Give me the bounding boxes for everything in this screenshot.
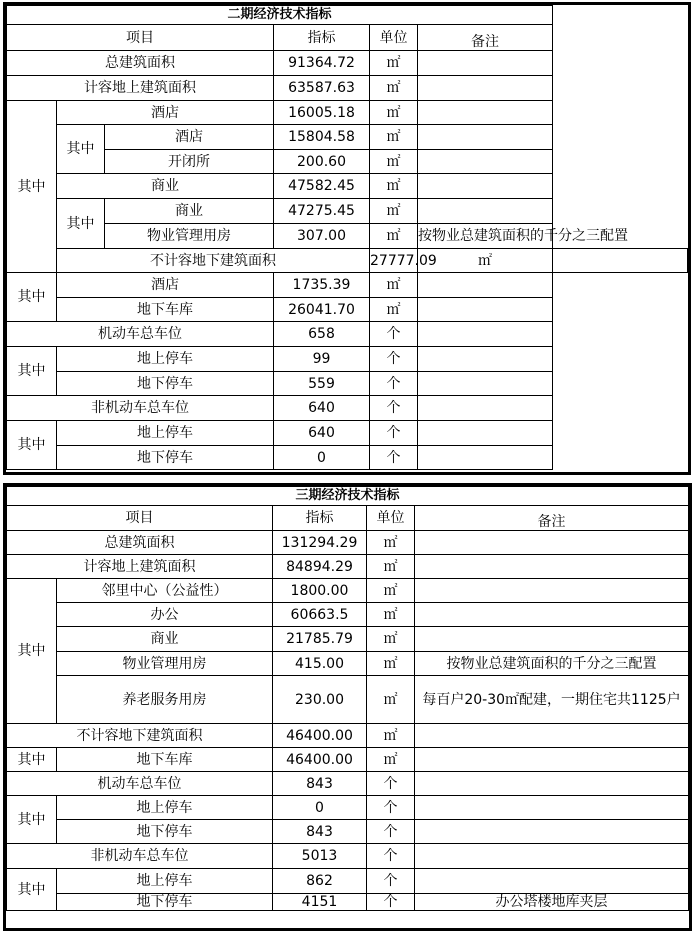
row-note [415, 603, 689, 627]
table-row [7, 150, 688, 174]
table-row [7, 51, 688, 76]
table-title-row [7, 487, 689, 506]
row-unit: ㎡ [367, 579, 415, 603]
table-row [7, 772, 689, 796]
row-label: 开闭所 [105, 150, 274, 174]
row-unit: ㎡ [418, 249, 553, 273]
row-label: 非机动车总车位 [7, 844, 273, 869]
phase2-table-frame [3, 2, 691, 475]
row-note [418, 372, 553, 396]
table-row [7, 676, 689, 724]
row-label: 地下车库 [57, 298, 274, 322]
row-value: 46400.00 [273, 748, 367, 772]
row-note [415, 772, 689, 796]
row-note [418, 199, 553, 224]
row-unit: ㎡ [370, 150, 418, 174]
row-note [418, 174, 553, 199]
table-row [7, 603, 689, 627]
row-note [415, 555, 689, 579]
row-note [415, 796, 689, 820]
row-note [418, 347, 553, 372]
header-note: 备注 [415, 506, 689, 531]
table-row [7, 396, 688, 421]
row-unit: 个 [370, 372, 418, 396]
row-unit: 个 [370, 421, 418, 446]
table-row [7, 555, 689, 579]
header-unit: 单位 [370, 25, 418, 51]
row-unit: ㎡ [370, 199, 418, 224]
row-label: 邻里中心（公益性） [57, 579, 273, 603]
row-value: 46400.00 [273, 724, 367, 748]
row-label: 机动车总车位 [7, 322, 274, 347]
row-unit: ㎡ [370, 76, 418, 101]
row-unit: 个 [370, 446, 418, 470]
row-note [553, 249, 688, 273]
row-note: 办公塔楼地库夹层 [415, 894, 689, 911]
row-note [418, 51, 553, 76]
row-label: 养老服务用房 [57, 676, 273, 724]
table-row [7, 748, 689, 772]
row-unit: ㎡ [367, 555, 415, 579]
row-unit: ㎡ [370, 125, 418, 150]
table-row [7, 894, 689, 911]
row-note [415, 820, 689, 844]
row-label: 地上停车 [57, 421, 274, 446]
row-unit: 个 [370, 396, 418, 421]
header-unit: 单位 [367, 506, 415, 531]
row-value: 415.00 [273, 652, 367, 676]
row-label: 办公 [57, 603, 273, 627]
row-note [415, 531, 689, 555]
row-unit: ㎡ [367, 652, 415, 676]
row-value: 16005.18 [274, 101, 370, 125]
table-row [7, 652, 689, 676]
row-label: 计容地上建筑面积 [7, 76, 274, 101]
of-which-label: 其中 [7, 101, 57, 273]
header-item: 项目 [7, 506, 273, 531]
row-label: 总建筑面积 [7, 531, 273, 555]
row-note [418, 101, 553, 125]
of-which-label: 其中 [7, 347, 57, 396]
row-value: 63587.63 [274, 76, 370, 101]
table-row [7, 101, 688, 125]
row-label: 地下车库 [57, 748, 273, 772]
row-unit: 个 [367, 844, 415, 869]
row-unit: ㎡ [367, 627, 415, 652]
row-note [415, 724, 689, 748]
table-row [7, 446, 688, 470]
table-row [7, 249, 688, 273]
table-row [7, 322, 688, 347]
row-value: 27777.09 [370, 249, 418, 273]
row-value: 84894.29 [273, 555, 367, 579]
row-value: 26041.70 [274, 298, 370, 322]
table-row [7, 579, 689, 603]
row-unit: 个 [370, 322, 418, 347]
row-label: 酒店 [57, 273, 274, 298]
row-value: 200.60 [274, 150, 370, 174]
row-unit: ㎡ [370, 298, 418, 322]
row-label: 不计容地下建筑面积 [57, 249, 370, 273]
table-row [7, 531, 689, 555]
of-which-label: 其中 [57, 125, 105, 174]
row-value: 131294.29 [273, 531, 367, 555]
table-row [7, 372, 688, 396]
of-which-label: 其中 [7, 748, 57, 772]
phase3-table-frame [3, 483, 692, 931]
table-row [7, 199, 688, 224]
row-unit: ㎡ [370, 224, 418, 249]
row-unit: ㎡ [370, 174, 418, 199]
row-value: 47582.45 [274, 174, 370, 199]
row-value: 0 [273, 796, 367, 820]
row-note: 按物业总建筑面积的千分之三配置 [415, 652, 689, 676]
row-unit: 个 [367, 894, 415, 911]
row-label: 总建筑面积 [7, 51, 274, 76]
row-value: 21785.79 [273, 627, 367, 652]
table-row [7, 844, 689, 869]
row-label: 地上停车 [57, 347, 274, 372]
row-value: 99 [274, 347, 370, 372]
row-label: 地下停车 [57, 820, 273, 844]
row-value: 4151 [273, 894, 367, 911]
row-value: 658 [274, 322, 370, 347]
row-note [418, 125, 553, 150]
table-row [7, 724, 689, 748]
row-unit: ㎡ [367, 531, 415, 555]
row-label: 地下停车 [57, 894, 273, 911]
row-label: 物业管理用房 [105, 224, 274, 249]
row-label: 非机动车总车位 [7, 396, 274, 421]
of-which-label: 其中 [7, 579, 57, 724]
row-note [418, 421, 553, 446]
header-row [7, 506, 689, 531]
row-unit: 个 [367, 869, 415, 894]
row-unit: 个 [367, 820, 415, 844]
row-label: 酒店 [57, 101, 274, 125]
row-unit: ㎡ [367, 724, 415, 748]
row-note: 每百户20-30㎡配建，一期住宅共1125户 [415, 676, 689, 724]
row-unit: ㎡ [367, 603, 415, 627]
of-which-label: 其中 [7, 421, 57, 470]
table-title: 三期经济技术指标 [7, 487, 689, 506]
row-label: 不计容地下建筑面积 [7, 724, 273, 748]
row-note [415, 579, 689, 603]
phase3-indicator-table [6, 486, 689, 911]
row-value: 640 [274, 421, 370, 446]
table-row [7, 174, 688, 199]
row-note [418, 396, 553, 421]
row-value: 843 [273, 772, 367, 796]
row-unit: ㎡ [370, 273, 418, 298]
table-row [7, 298, 688, 322]
table-row [7, 869, 689, 894]
row-value: 91364.72 [274, 51, 370, 76]
row-value: 15804.58 [274, 125, 370, 150]
row-note: 按物业总建筑面积的千分之三配置 [418, 224, 553, 249]
row-value: 640 [274, 396, 370, 421]
row-label: 酒店 [105, 125, 274, 150]
table-row [7, 796, 689, 820]
row-label: 地上停车 [57, 796, 273, 820]
row-value: 60663.5 [273, 603, 367, 627]
row-label: 商业 [57, 627, 273, 652]
row-note [415, 844, 689, 869]
table-row [7, 125, 688, 150]
header-value: 指标 [274, 25, 370, 51]
row-note [415, 869, 689, 894]
row-value: 862 [273, 869, 367, 894]
header-row [7, 25, 688, 51]
table-row [7, 820, 689, 844]
row-value: 0 [274, 446, 370, 470]
row-label: 商业 [57, 174, 274, 199]
table-row [7, 347, 688, 372]
row-unit: 个 [367, 796, 415, 820]
row-unit: ㎡ [370, 51, 418, 76]
row-value: 1800.00 [273, 579, 367, 603]
table-row [7, 76, 688, 101]
row-note [415, 748, 689, 772]
table-title: 二期经济技术指标 [7, 6, 553, 25]
row-unit: ㎡ [367, 748, 415, 772]
row-note [418, 322, 553, 347]
row-label: 地下停车 [57, 446, 274, 470]
phase2-indicator-table [6, 5, 688, 470]
row-label: 商业 [105, 199, 274, 224]
row-unit: ㎡ [367, 676, 415, 724]
row-note [418, 150, 553, 174]
row-value: 47275.45 [274, 199, 370, 224]
row-value: 5013 [273, 844, 367, 869]
row-label: 地上停车 [57, 869, 273, 894]
row-value: 559 [274, 372, 370, 396]
row-note [418, 76, 553, 101]
row-value: 843 [273, 820, 367, 844]
table-row [7, 627, 689, 652]
row-value: 230.00 [273, 676, 367, 724]
row-note [415, 627, 689, 652]
row-label: 计容地上建筑面积 [7, 555, 273, 579]
row-value: 1735.39 [274, 273, 370, 298]
table-row [7, 224, 688, 249]
row-note [418, 273, 553, 298]
of-which-label: 其中 [7, 273, 57, 322]
row-label: 地下停车 [57, 372, 274, 396]
header-item: 项目 [7, 25, 274, 51]
table-title-row [7, 6, 688, 25]
row-label: 机动车总车位 [7, 772, 273, 796]
header-value: 指标 [273, 506, 367, 531]
row-value: 307.00 [274, 224, 370, 249]
row-label: 物业管理用房 [57, 652, 273, 676]
of-which-label: 其中 [7, 796, 57, 844]
row-unit: 个 [370, 347, 418, 372]
table-row [7, 421, 688, 446]
table-row [7, 273, 688, 298]
of-which-label: 其中 [57, 199, 105, 249]
header-note: 备注 [418, 25, 553, 51]
row-unit: ㎡ [370, 101, 418, 125]
of-which-label: 其中 [7, 869, 57, 911]
row-note [418, 298, 553, 322]
row-note [418, 446, 553, 470]
row-unit: 个 [367, 772, 415, 796]
